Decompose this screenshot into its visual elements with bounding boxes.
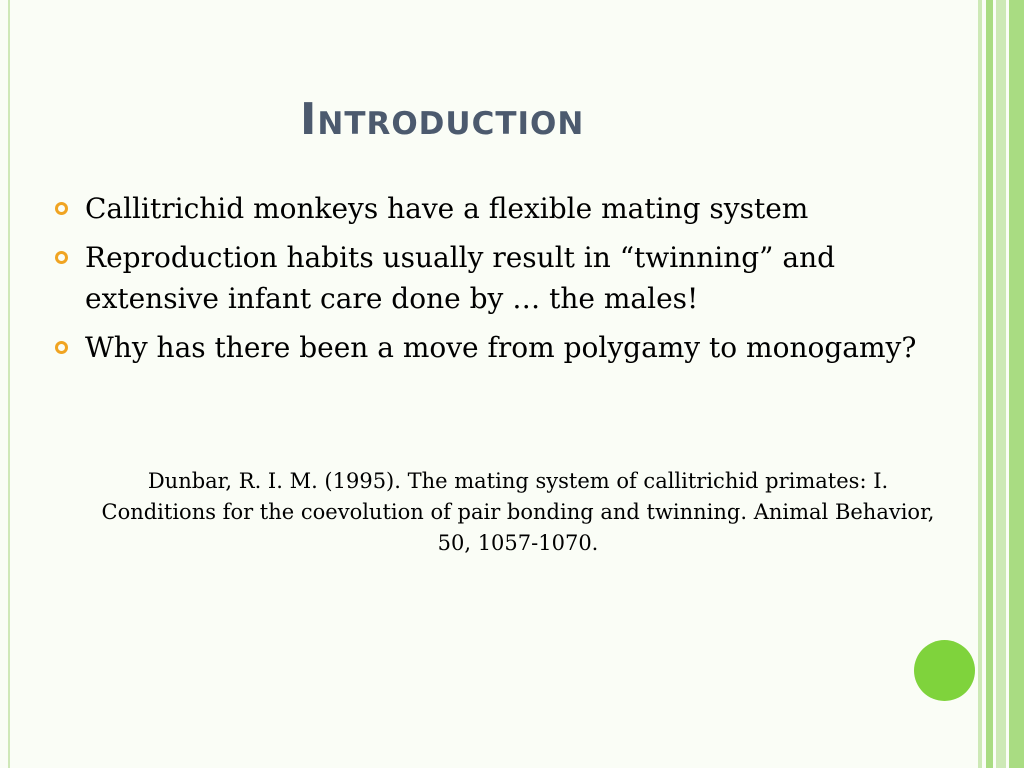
reference-citation: Dunbar, R. I. M. (1995). The mating system of callitrichid primates: I. Conditions for the coevolution of pair bonding and twinning. Animal Behavior, 50, 1057-1070.	[101, 469, 935, 555]
bullet-item	[54, 327, 934, 368]
right-stripe-band-3	[1009, 0, 1024, 768]
hollow-circle-bullet-icon	[55, 251, 68, 264]
hollow-circle-bullet-icon	[55, 341, 68, 354]
green-circle-decoration	[914, 640, 975, 701]
left-border-line	[8, 0, 10, 768]
hollow-circle-bullet-icon	[55, 202, 68, 215]
bullet-list	[54, 188, 934, 376]
right-stripe-outer	[978, 0, 982, 768]
slide-title: Introduction	[300, 94, 585, 145]
right-stripe-band-1	[986, 0, 993, 768]
bullet-text: Why has there been a move from polygamy to monogamy?	[85, 331, 917, 364]
bullet-item	[54, 188, 934, 229]
bullet-item	[54, 237, 934, 319]
bullet-text: Callitrichid monkeys have a flexible mating system	[85, 192, 809, 225]
bullet-text: Reproduction habits usually result in “twinning” and extensive infant care done by … the males!	[85, 241, 836, 315]
right-stripe-band-2	[996, 0, 1006, 768]
